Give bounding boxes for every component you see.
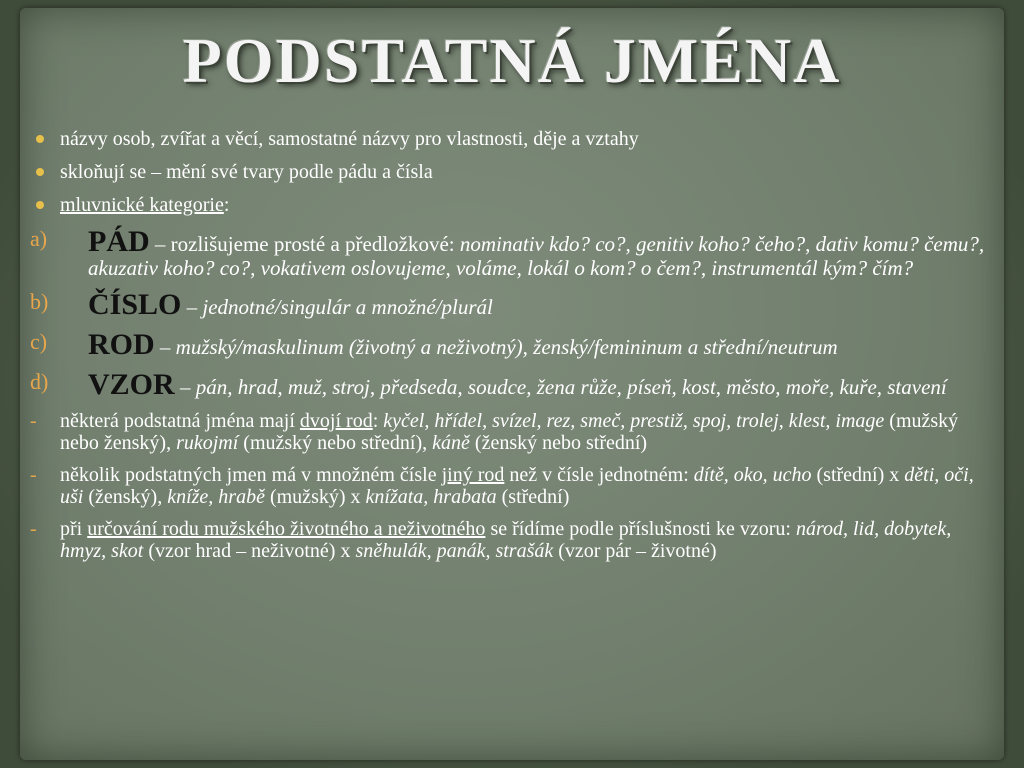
text-run: (mužský) x	[264, 486, 366, 508]
text-run: (vzor hrad – neživotné) x	[143, 540, 356, 562]
enum-text: –	[181, 295, 203, 319]
bullet-dot-icon	[36, 135, 44, 143]
bullet-item	[30, 194, 996, 216]
enum-marker: c)	[30, 329, 48, 354]
italic-text: národ, lid, dobytek, hmyz, skot	[60, 518, 952, 562]
enum-heading: ROD	[88, 328, 155, 361]
italic-text: sněhulák, panák, strašák	[355, 540, 554, 562]
enum-marker: a)	[30, 226, 48, 251]
enum-item-vzor	[30, 370, 996, 400]
enum-heading: PÁD	[88, 225, 150, 258]
enum-italic-text: jednotné/singulár a množné/plurál	[202, 295, 493, 319]
text-run: se řídíme podle příslušnosti ke vzoru:	[485, 518, 796, 540]
text-run: (střední)	[496, 486, 570, 508]
text-run: při	[60, 518, 88, 540]
dash-marker: -	[30, 518, 37, 540]
enum-item-rod	[30, 330, 996, 360]
italic-text: rukojmí	[176, 432, 239, 454]
bullet-text-suffix: :	[223, 194, 230, 216]
underlined-text: určování rodu mužského životného a neživotného	[87, 518, 486, 540]
dash-item-dvoji-rod	[30, 410, 996, 454]
enum-text: – rozlišujeme prosté a předložkové:	[149, 232, 460, 256]
enum-italic-text: mužský/maskulinum (životný a neživotný), ženský/femininum a střední/neutrum	[175, 335, 838, 359]
bullet-dot-icon	[36, 201, 44, 209]
dash-item-jiny-rod	[30, 464, 996, 508]
bullet-text-underlined: mluvnické kategorie	[60, 194, 224, 216]
enum-marker: b)	[30, 289, 49, 314]
text-run: (ženský nebo střední)	[469, 432, 648, 454]
text-run: (mužský nebo ženský),	[60, 410, 959, 454]
text-run: některá podstatná jména mají	[60, 410, 300, 432]
bullet-item	[30, 161, 996, 183]
dash-marker: -	[30, 464, 37, 486]
bullet-text: názvy osob, zvířat a věcí, samostatné názvy pro vlastnosti, děje a vztahy	[60, 128, 639, 150]
slide-content	[30, 128, 996, 572]
bullet-item	[30, 128, 996, 150]
bullet-dot-icon	[36, 168, 44, 176]
enum-marker: d)	[30, 369, 49, 394]
text-run: :	[372, 410, 384, 432]
page-title: PODSTATNÁ JMÉNA	[182, 25, 842, 96]
bullet-text: skloňují se – mění své tvary podle pádu a čísla	[60, 161, 433, 183]
underlined-text: dvojí rod	[299, 410, 373, 432]
enum-text: –	[154, 335, 176, 359]
text-run: než v čísle jednotném:	[504, 464, 694, 486]
dash-marker: -	[30, 410, 37, 432]
italic-text: knížata, hrabata	[365, 486, 497, 508]
italic-text: děti, oči, uši	[60, 464, 974, 508]
enum-heading: VZOR	[88, 368, 175, 401]
enum-text: –	[174, 375, 196, 399]
enum-heading: ČÍSLO	[88, 288, 182, 321]
text-run: (ženský),	[83, 486, 168, 508]
text-run: několik podstatných jmen má v množném čísle	[60, 464, 442, 486]
text-run: (vzor pár – životné)	[553, 540, 717, 562]
dash-item-urcovani-rodu	[30, 518, 996, 562]
enum-item-cislo	[30, 290, 996, 320]
italic-text: káně	[432, 432, 470, 454]
text-run: (střední) x	[811, 464, 905, 486]
underlined-text: jiný rod	[441, 464, 505, 486]
enum-italic-text: nominativ kdo? co?, genitiv koho? čeho?, dativ komu? čemu?, akuzativ koho? co?, vokativem oslovujeme, voláme, lokál o kom? o čem?, instrumentál kým? čím?	[88, 232, 985, 280]
text-run: (mužský nebo střední),	[238, 432, 433, 454]
italic-text: kníže, hrabě	[167, 486, 265, 508]
enum-italic-text: pán, hrad, muž, stroj, předseda, soudce, žena růže, píseň, kost, město, moře, kuře, stavení	[195, 375, 947, 399]
enum-item-pad	[30, 227, 996, 280]
italic-text: kyčel, hřídel, svízel, rez, smeč, prestiž, spoj, trolej, klest, image	[383, 410, 885, 432]
italic-text: dítě, oko, ucho	[693, 464, 812, 486]
